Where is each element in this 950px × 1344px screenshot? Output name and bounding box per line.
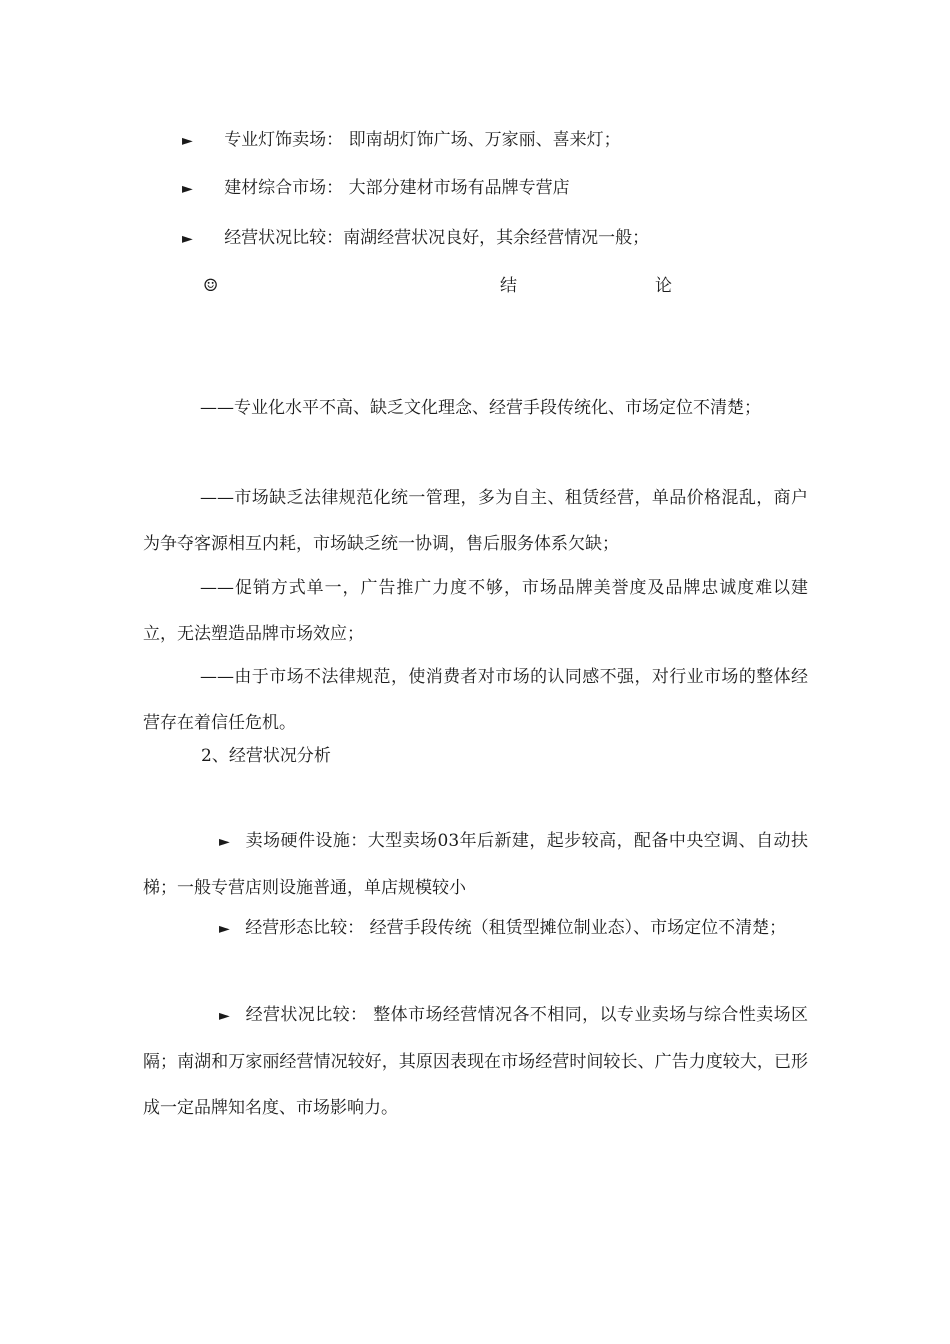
bullet-item [182,226,649,251]
conclusion-paragraph: ——市场缺乏法律规范化统一管理，多为自主、租赁经营，单品价格混乱，商户为争夺客源相互内耗，市场缺乏统一协调，售后服务体系欠缺； [143,488,808,554]
arrow-bullet-icon: ► [182,181,193,197]
conclusion-paragraph: ——促销方式单一，广告推广力度不够，市场品牌美誉度及品牌忠诚度难以建立，无法塑造品牌市场效应； [143,578,808,644]
arrow-bullet-icon: ► [219,921,230,937]
bullet-text: 卖场硬件设施：大型卖场03年后新建，起步较高，配备中央空调、自动扶梯；一般专营店则设施普通，单店规模较小 [143,831,809,898]
bullet-text: 经营状况比较：南湖经营状况良好，其余经营情况一般； [224,228,650,248]
conclusion-paragraph: ——专业化水平不高、缺乏文化理念、经营手段传统化、市场定位不清楚； [200,398,761,418]
bullet-text: 经营形态比较： 经营手段传统（租赁型摊位制业态）、市场定位不清楚； [245,918,787,938]
bullet-text: 经营状况比较： 整体市场经营情况各不相同，以专业卖场与综合性卖场区隔；南湖和万家丽经营情况较好，其原因表现在市场经营时间较长、广告力度较大，已形成一定品牌知名度、市场影响力。 [143,1005,808,1118]
bullet-text: 建材综合市场： 大部分建材市场有品牌专营店 [224,178,570,198]
arrow-bullet-icon: ► [219,834,230,850]
conclusion-heading-char: 论 [655,276,672,296]
smiley-icon: ☺ [203,276,219,296]
arrow-bullet-icon: ► [182,133,193,149]
bullet-item [182,128,621,153]
arrow-bullet-icon: ► [219,1008,230,1024]
conclusion-paragraph: ——由于市场不法律规范，使消费者对市场的认同感不强，对行业市场的整体经营存在着信任危机。 [143,667,808,733]
section-heading: 2、经营状况分析 [201,746,331,766]
bullet-paragraph [143,818,808,911]
bullet-paragraph [143,992,808,1131]
bullet-text: 专业灯饰卖场： 即南胡灯饰广场、万家丽、喜来灯； [224,130,621,150]
bullet-item [182,176,570,201]
arrow-bullet-icon: ► [182,231,193,247]
bullet-paragraph [143,905,808,952]
conclusion-heading-char: 结 [500,276,517,296]
